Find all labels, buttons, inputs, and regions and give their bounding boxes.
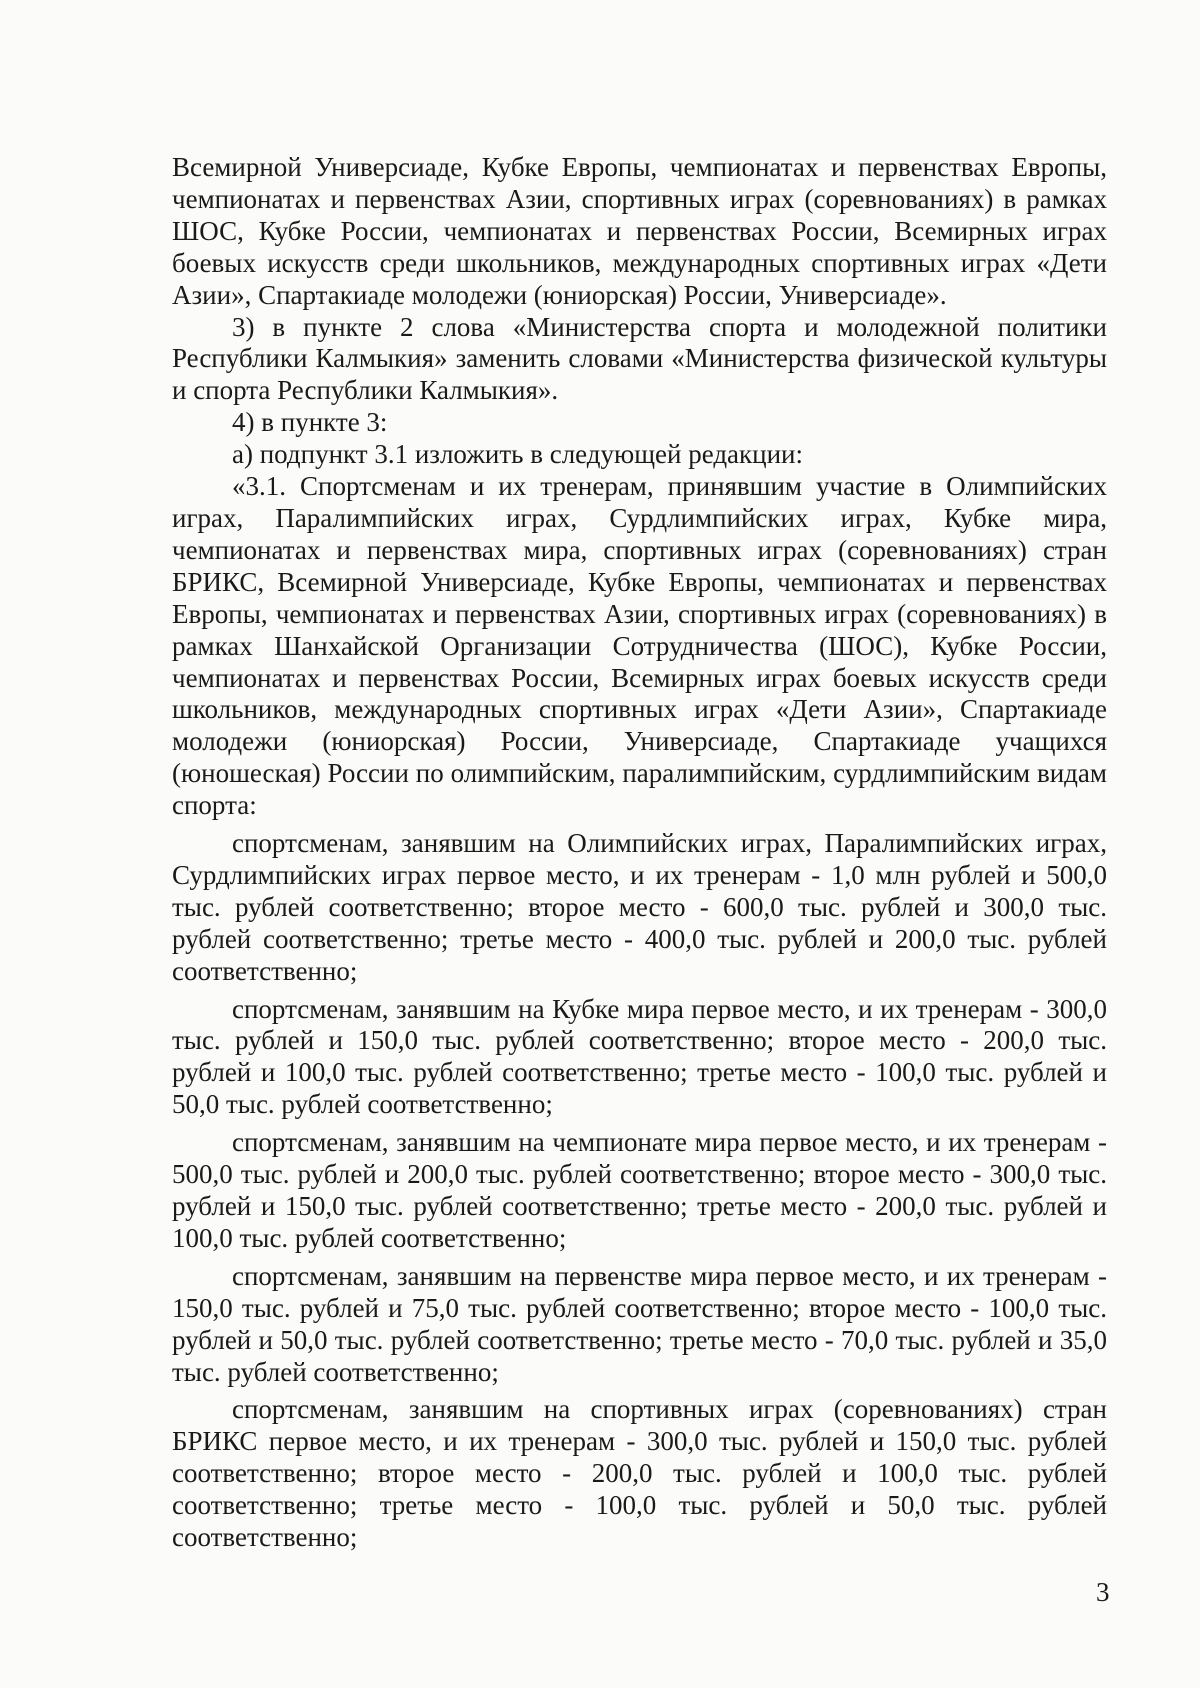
paragraph-continuation: Всемирной Универсиаде, Кубке Европы, чемпионатах и первенствах Европы, чемпионатах и первенствах Азии, спортивных играх (соревнованиях) в рамках ШОС, Кубке России, чемпионатах и первенствах России, Всемирных играх боевых искусств среди школьников, международных спортивных играх «Дети Азии», Спартакиаде молодежи (юниорская) России, Универсиаде». [172,152,1107,310]
document-body [172,152,1107,1554]
paragraph-item-4: 4) в пункте 3: [232,407,388,438]
paragraph-world-championship-awards: спортсменам, занявшим на чемпионате мира первое место, и их тренерам - 500,0 тыс. рублей и 200,0 тыс. рублей соответственно; второе место - 300,0 тыс. рублей и 150,0 тыс. рублей соответственно; третье место - 200,0 тыс. рублей и 100,0 тыс. рублей соответственно; [172,1127,1107,1253]
paragraph-world-youth-championship-awards: спортсменам, занявшим на первенстве мира первое место, и их тренерам - 150,0 тыс. рублей и 75,0 тыс. рублей соответственно; второе место - 100,0 тыс. рублей и 50,0 тыс. рублей соответственно; третье место - 70,0 тыс. рублей и 35,0 тыс. рублей соответственно; [172,1260,1107,1387]
paragraph-subpoint-3-1: «3.1. Спортсменам и их тренерам, принявшим участие в Олимпийских играх, Паралимпийских играх, Сурдлимпийских играх, Кубке мира, чемпионатах и первенствах мира, спортивных играх (соревнованиях) стран БРИКС, Всемирной Универсиаде, Кубке Европы, чемпионатах и первенствах Европы, чемпионатах и первенствах Азии, спортивных играх (соревнованиях) в рамках Шанхайской Организации Сотрудничества (ШОС), Кубке России, чемпионатах и первенствах России, Всемирных играх боевых искусств среди школьников, международных спортивных играх «Дети Азии», Спартакиаде молодежи (юниорская) России, Универсиаде, Спартакиаде учащихся (юношеская) России по олимпийским, паралимпийским, сурдлимпийским видам спорта: [172,471,1107,821]
paragraph-olympic-awards: спортсменам, занявшим на Олимпийских играх, Паралимпийских играх, Сурдлимпийских играх первое место, и их тренерам - 1,0 млн рублей и 500,0 тыс. рублей соответственно; второе место - 600,0 тыс. рублей и 300,0 тыс. рублей соответственно; третье место - 400,0 тыс. рублей и 200,0 тыс. рублей соответственно; [172,828,1107,986]
paragraph-subitem-a: а) подпункт 3.1 изложить в следующей редакции: [232,439,804,470]
paragraph-world-cup-awards: спортсменам, занявшим на Кубке мира первое место, и их тренерам - 300,0 тыс. рублей и 150,0 тыс. рублей соответственно; второе место - 200,0 тыс. рублей и 100,0 тыс. рублей соответственно; третье место - 100,0 тыс. рублей и 50,0 тыс. рублей соответственно; [172,993,1107,1120]
paragraph-brics-games-awards: спортсменам, занявшим на спортивных играх (соревнованиях) стран БРИКС первое место, и их тренерам - 300,0 тыс. рублей и 150,0 тыс. рублей соответственно; второе место - 200,0 тыс. рублей и 100,0 тыс. рублей соответственно; третье место - 100,0 тыс. рублей и 50,0 тыс. рублей соответственно; [172,1394,1107,1553]
paragraph-item-3: 3) в пункте 2 слова «Министерства спорта и молодежной политики Республики Калмыкия» заменить словами «Министерства физической культуры и спорта Республики Калмыкия». [172,311,1107,406]
page-number: 3 [1096,1577,1110,1607]
